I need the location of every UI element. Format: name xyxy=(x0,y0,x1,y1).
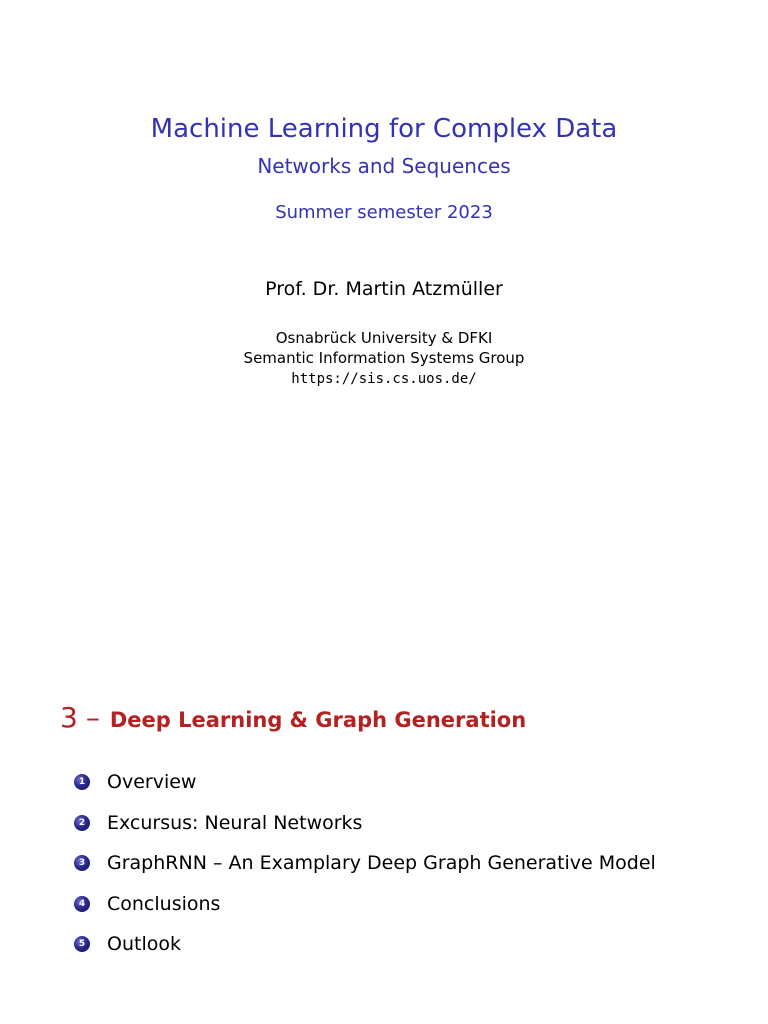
outline-item-label: GraphRNN – An Examplary Deep Graph Generative Model xyxy=(107,852,656,875)
numbered-ball-icon: 2 xyxy=(74,815,90,831)
numbered-ball-icon: 3 xyxy=(74,855,90,871)
institute-url: https://sis.cs.uos.de/ xyxy=(291,371,477,387)
author-name: Prof. Dr. Martin Atzmüller xyxy=(265,278,503,300)
numbered-ball-icon: 5 xyxy=(74,936,90,952)
section-heading xyxy=(60,700,526,738)
outline-item-label: Overview xyxy=(107,771,197,794)
outline-item xyxy=(74,803,656,844)
outline-item xyxy=(74,884,656,925)
presentation-title: Machine Learning for Complex Data xyxy=(150,114,618,144)
presentation-date: Summer semester 2023 xyxy=(275,202,493,223)
section-number: 3 xyxy=(60,701,78,734)
section-dash: – xyxy=(85,701,100,734)
outline-list xyxy=(74,762,656,965)
institute-line-2: Semantic Information Systems Group xyxy=(243,349,525,367)
institute-line-1: Osnabrück University & DFKI xyxy=(275,329,493,347)
outline-item xyxy=(74,762,656,803)
section-title: Deep Learning & Graph Generation xyxy=(109,708,527,732)
outline-item xyxy=(74,924,656,965)
outline-item-label: Excursus: Neural Networks xyxy=(107,811,363,834)
numbered-ball-icon: 4 xyxy=(74,896,90,912)
numbered-ball-icon: 1 xyxy=(74,774,90,790)
section-outline-slide xyxy=(0,512,768,1024)
presentation-subtitle: Networks and Sequences xyxy=(257,154,511,178)
outline-item-label: Outlook xyxy=(107,933,181,956)
outline-item xyxy=(74,843,656,884)
outline-item-label: Conclusions xyxy=(107,892,221,915)
